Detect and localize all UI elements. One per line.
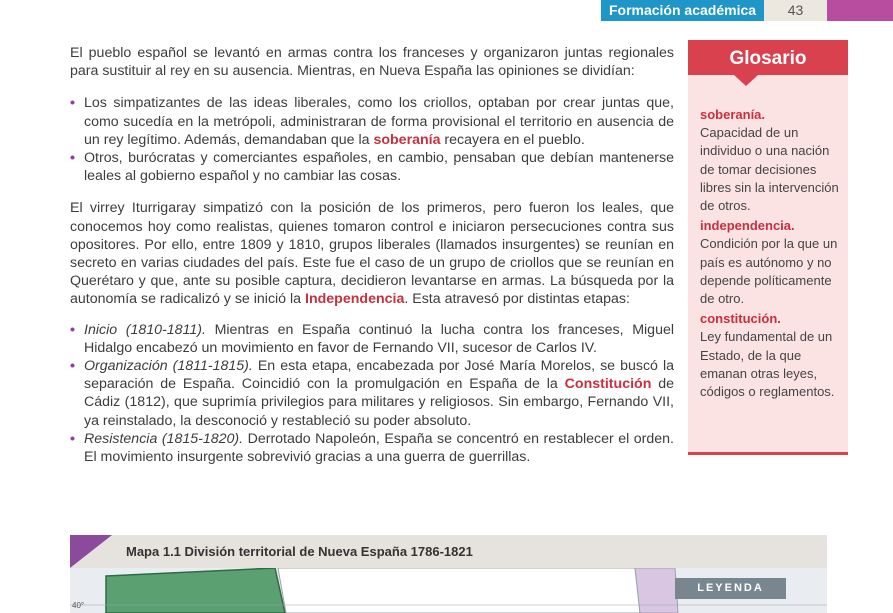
map-title: Mapa 1.1 División territorial de Nueva España 1786-1821 — [126, 544, 473, 559]
list-item: • Resistencia (1815-1820). Derrotado Napoleón, España se concentró en restablecer el orden. El movimiento insurgente sobrevivió gracias a una guerra de guerrillas. — [70, 430, 674, 466]
stage-label: Organización (1811-1815). — [84, 358, 253, 375]
list-item: • Organización (1811-1815). En esta etapa, encabezada por José María Morelos, se buscó la separación de España. Coincidió con la promulgación en España de la Constitución de Cádiz (1812), que suprimía privilegios para militares y religiosos. Sin embargo, Fernando VII, ya reinstalado, la desconoció y restableció su poder absoluto. — [70, 357, 674, 430]
list-item: • Los simpatizantes de las ideas liberales, como los criollos, optaban por crear juntas que, como sucedía en la metrópoli, administraran de forma provisional el territorio en ausencia de un rey legítimo. Además, demandaban que la soberanía recayera en el pueblo. — [70, 94, 674, 149]
glossary-entries — [700, 106, 844, 403]
glossary-definition: Condición por la que un país es autónomo y no depende políticamente de otro. — [700, 236, 838, 307]
glossary-keyword-constitucion[interactable]: Constitución — [564, 376, 652, 393]
stage-label: Inicio (1810-1811). — [84, 321, 206, 338]
glossary-box — [688, 40, 848, 455]
section-color-tab — [827, 0, 893, 21]
glossary-definition: Capacidad de un individuo o una nación de tomar decisiones libres sin la intervención de otros. — [700, 125, 839, 214]
glossary-title: Glosario — [688, 40, 848, 75]
territory-region-green — [106, 568, 285, 613]
intro-paragraph: El pueblo español se levantó en armas contra los franceses y organizaron juntas regionales para sustituir al rey en su ausencia. Mientras, en Nueva España las opiniones se dividían: — [70, 45, 674, 80]
glossary-term: constitución. — [700, 311, 781, 327]
map-flag-marker — [70, 535, 112, 568]
glossary-term: soberanía. — [700, 107, 766, 122]
list-item: • Inicio (1810-1811). Mientras en España continuó la lucha contra los franceses, Miguel Hidalgo encabezó un movimiento en favor de Fernando VII, sucesor de Carlos IV. — [70, 321, 674, 357]
stages-list — [70, 321, 674, 467]
viceroy-paragraph: El virrey Iturrigaray simpatizó con la posición de los primeros, pero fueron los leales, que conocemos hoy como realistas, quienes tomaron control e iniciaron persecuciones contra sus opositores. Por ello, entre 1809 y 1810, grupos liberales (llamados insurgentes) se reunían en secreto en varias ciudades del país. Este fue el caso de un grupo de criollos que se reunían en Querétaro y que, ante su posible captura, decidieron levantarse en armas. La búsqueda por la autonomía se radicalizó y se inició la Independencia. Esta atravesó por distintas etapas: — [70, 200, 674, 308]
stage-label: Resistencia (1815-1820). — [84, 430, 244, 447]
main-text — [70, 44, 674, 466]
glossary-pointer — [734, 75, 758, 86]
glossary-definition: Ley fundamental de un Estado, de la que emanan otras leyes, códigos o reglamentos. — [700, 329, 835, 400]
page-number: 43 — [764, 0, 827, 21]
list-item: • Otros, burócratas y comerciantes españoles, en cambio, pensaban que debían mantenerse leales al gobierno español y no cambiar las cosas. — [70, 149, 674, 185]
latitude-label: 40° — [72, 601, 85, 610]
glossary-keyword-soberania[interactable]: soberanía — [373, 131, 441, 148]
territory-region-lilac — [635, 568, 678, 613]
territory-region-white — [278, 568, 640, 613]
opinions-list — [70, 94, 674, 185]
glossary-keyword-independencia[interactable]: Independencia — [305, 291, 405, 308]
section-title: Formación académica — [601, 0, 764, 21]
map-legend-label: LEYENDA — [675, 578, 786, 599]
glossary-term: independencia. — [700, 218, 795, 234]
